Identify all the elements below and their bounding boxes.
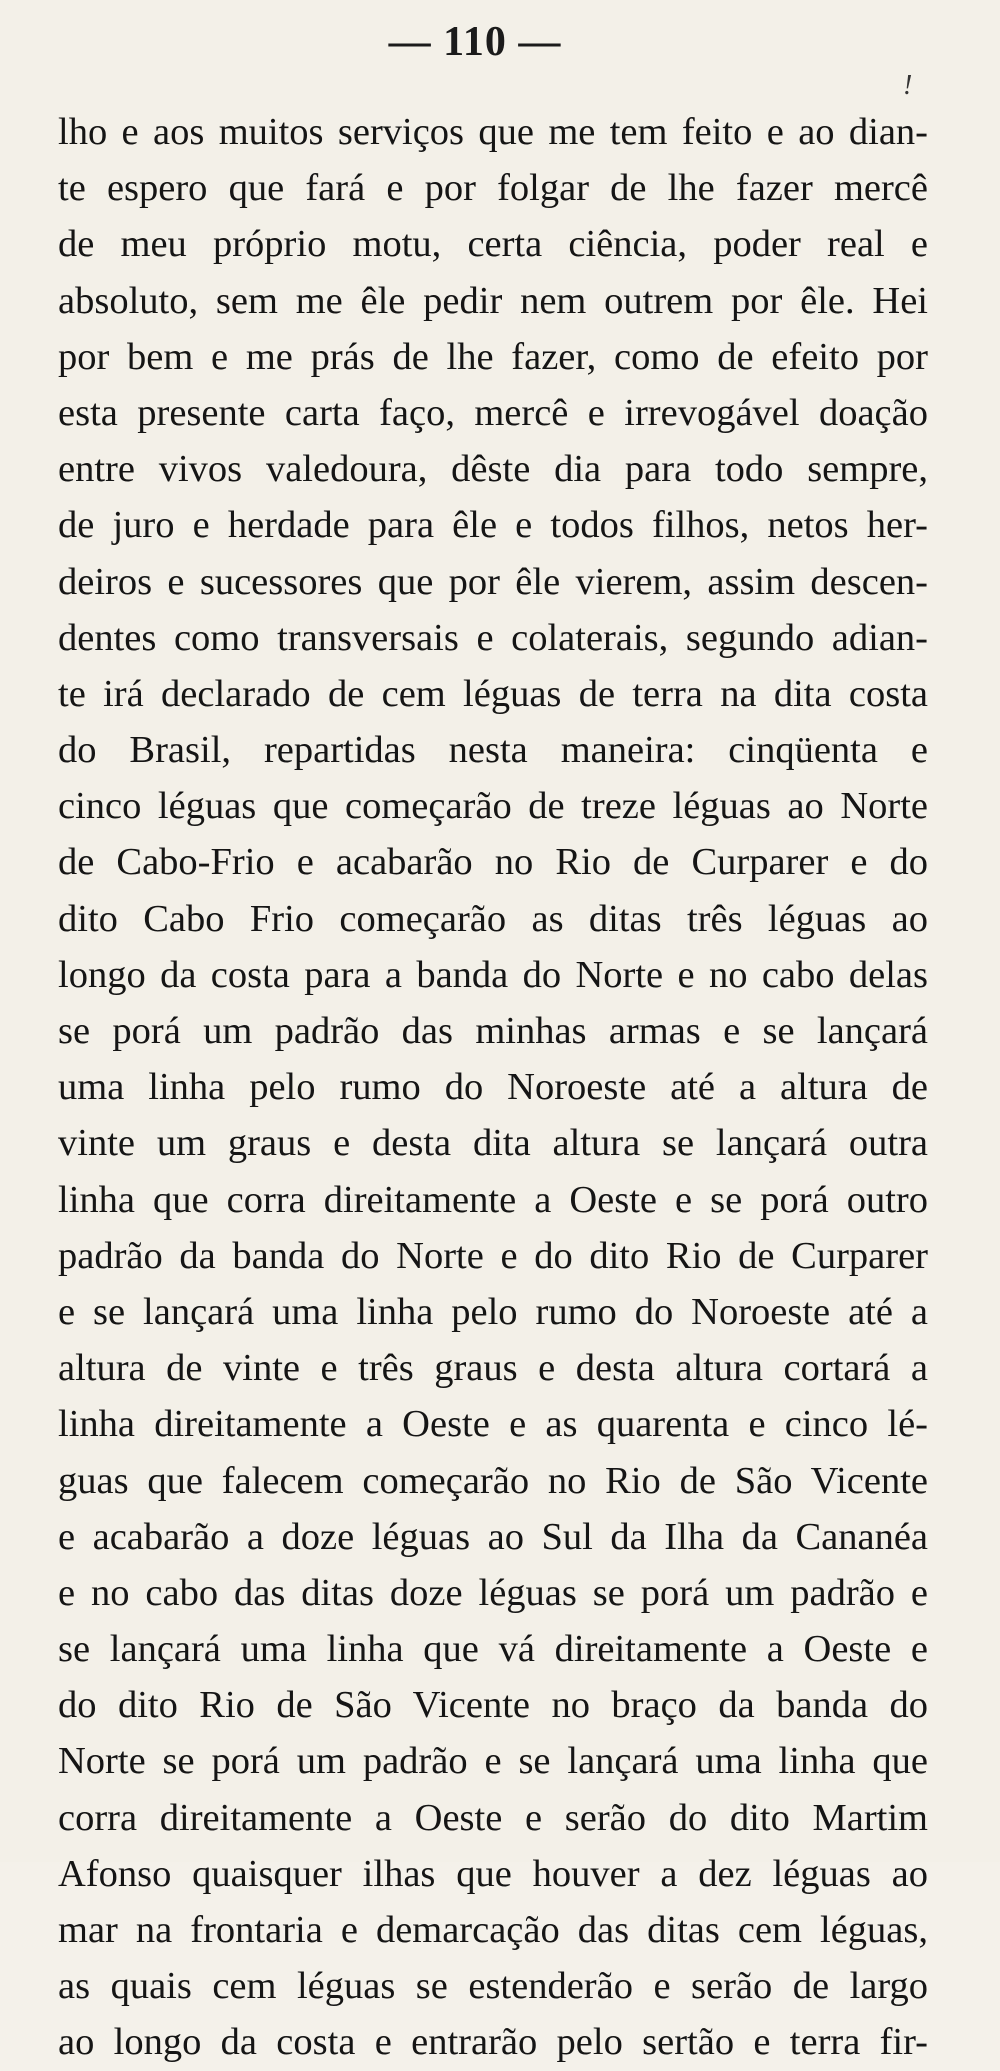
text-line: se porá um padrão das minhas armas e se lançará xyxy=(58,1010,928,1052)
text-line: e se lançará uma linha pelo rumo do Noroeste até a xyxy=(58,1290,928,1333)
margin-mark: ! xyxy=(903,70,913,101)
text-line: por bem e me prás de lhe fazer, como de efeito por xyxy=(58,335,928,378)
text-line: deiros e sucessores que por êle vierem, assim descen- xyxy=(58,560,928,603)
text-line: linha que corra direitamente a Oeste e se porá outro xyxy=(58,1178,928,1221)
text-line: lho e aos muitos serviços que me tem feito e ao dian- xyxy=(58,111,928,153)
text-line: do Brasil, repartidas nesta maneira: cinqüenta e xyxy=(58,729,928,772)
text-line: Norte se porá um padrão e se lançará uma linha que xyxy=(58,1740,928,1783)
text-line: de juro e herdade para êle e todos filhos, netos her- xyxy=(58,504,928,547)
text-line: e acabarão a doze léguas ao Sul da Ilha da Cananéa xyxy=(58,1515,928,1558)
text-line: altura de vinte e três graus e desta altura cortará a xyxy=(58,1347,928,1390)
text-line: absoluto, sem me êle pedir nem outrem por êle. Hei xyxy=(58,279,928,322)
text-line: Afonso quaisquer ilhas que houver a dez léguas ao xyxy=(58,1852,928,1895)
text-line: dentes como transversais e colaterais, segundo adian- xyxy=(58,616,928,659)
text-line: linha direitamente a Oeste e as quarenta e cinco lé- xyxy=(58,1403,928,1446)
text-line: longo da costa para a banda do Norte e no cabo delas xyxy=(58,953,928,996)
text-line: uma linha pelo rumo do Noroeste até a altura de xyxy=(58,1066,928,1109)
body-text xyxy=(58,104,928,2071)
text-line: te espero que fará e por folgar de lhe fazer mercê xyxy=(58,167,928,210)
text-line: dito Cabo Frio começarão as ditas três léguas ao xyxy=(58,897,928,940)
text-line: as quais cem léguas se estenderão e serão de largo xyxy=(58,1965,928,2008)
text-line: e no cabo das ditas doze léguas se porá um padrão e xyxy=(58,1571,928,1614)
text-line: do dito Rio de São Vicente no braço da banda do xyxy=(58,1684,928,1727)
text-line: de Cabo-Frio e acabarão no Rio de Curparer e do xyxy=(58,841,928,884)
text-line: padrão da banda do Norte e do dito Rio de Curparer xyxy=(58,1234,928,1277)
text-line: cinco léguas que começarão de treze léguas ao Norte xyxy=(58,785,928,828)
text-line: te irá declarado de cem léguas de terra na dita costa xyxy=(58,672,928,715)
page-number: — 110 — xyxy=(388,19,562,65)
text-line: se lançará uma linha que vá direitamente a Oeste e xyxy=(58,1628,928,1671)
text-line: entre vivos valedoura, dêste dia para todo sempre, xyxy=(58,448,928,491)
text-line: esta presente carta faço, mercê e irrevogável doação xyxy=(58,391,928,434)
text-line: mar na frontaria e demarcação das ditas cem léguas, xyxy=(58,1909,928,1951)
text-line: guas que falecem começarão no Rio de São Vicente xyxy=(58,1459,928,1502)
text-line: de meu próprio motu, certa ciência, poder real e xyxy=(58,223,928,266)
text-line: vinte um graus e desta dita altura se lançará outra xyxy=(58,1122,928,1165)
text-line: corra direitamente a Oeste e serão do dito Martim xyxy=(58,1796,928,1839)
text-line: ao longo da costa e entrarão pelo sertão e terra fir- xyxy=(58,2021,928,2064)
